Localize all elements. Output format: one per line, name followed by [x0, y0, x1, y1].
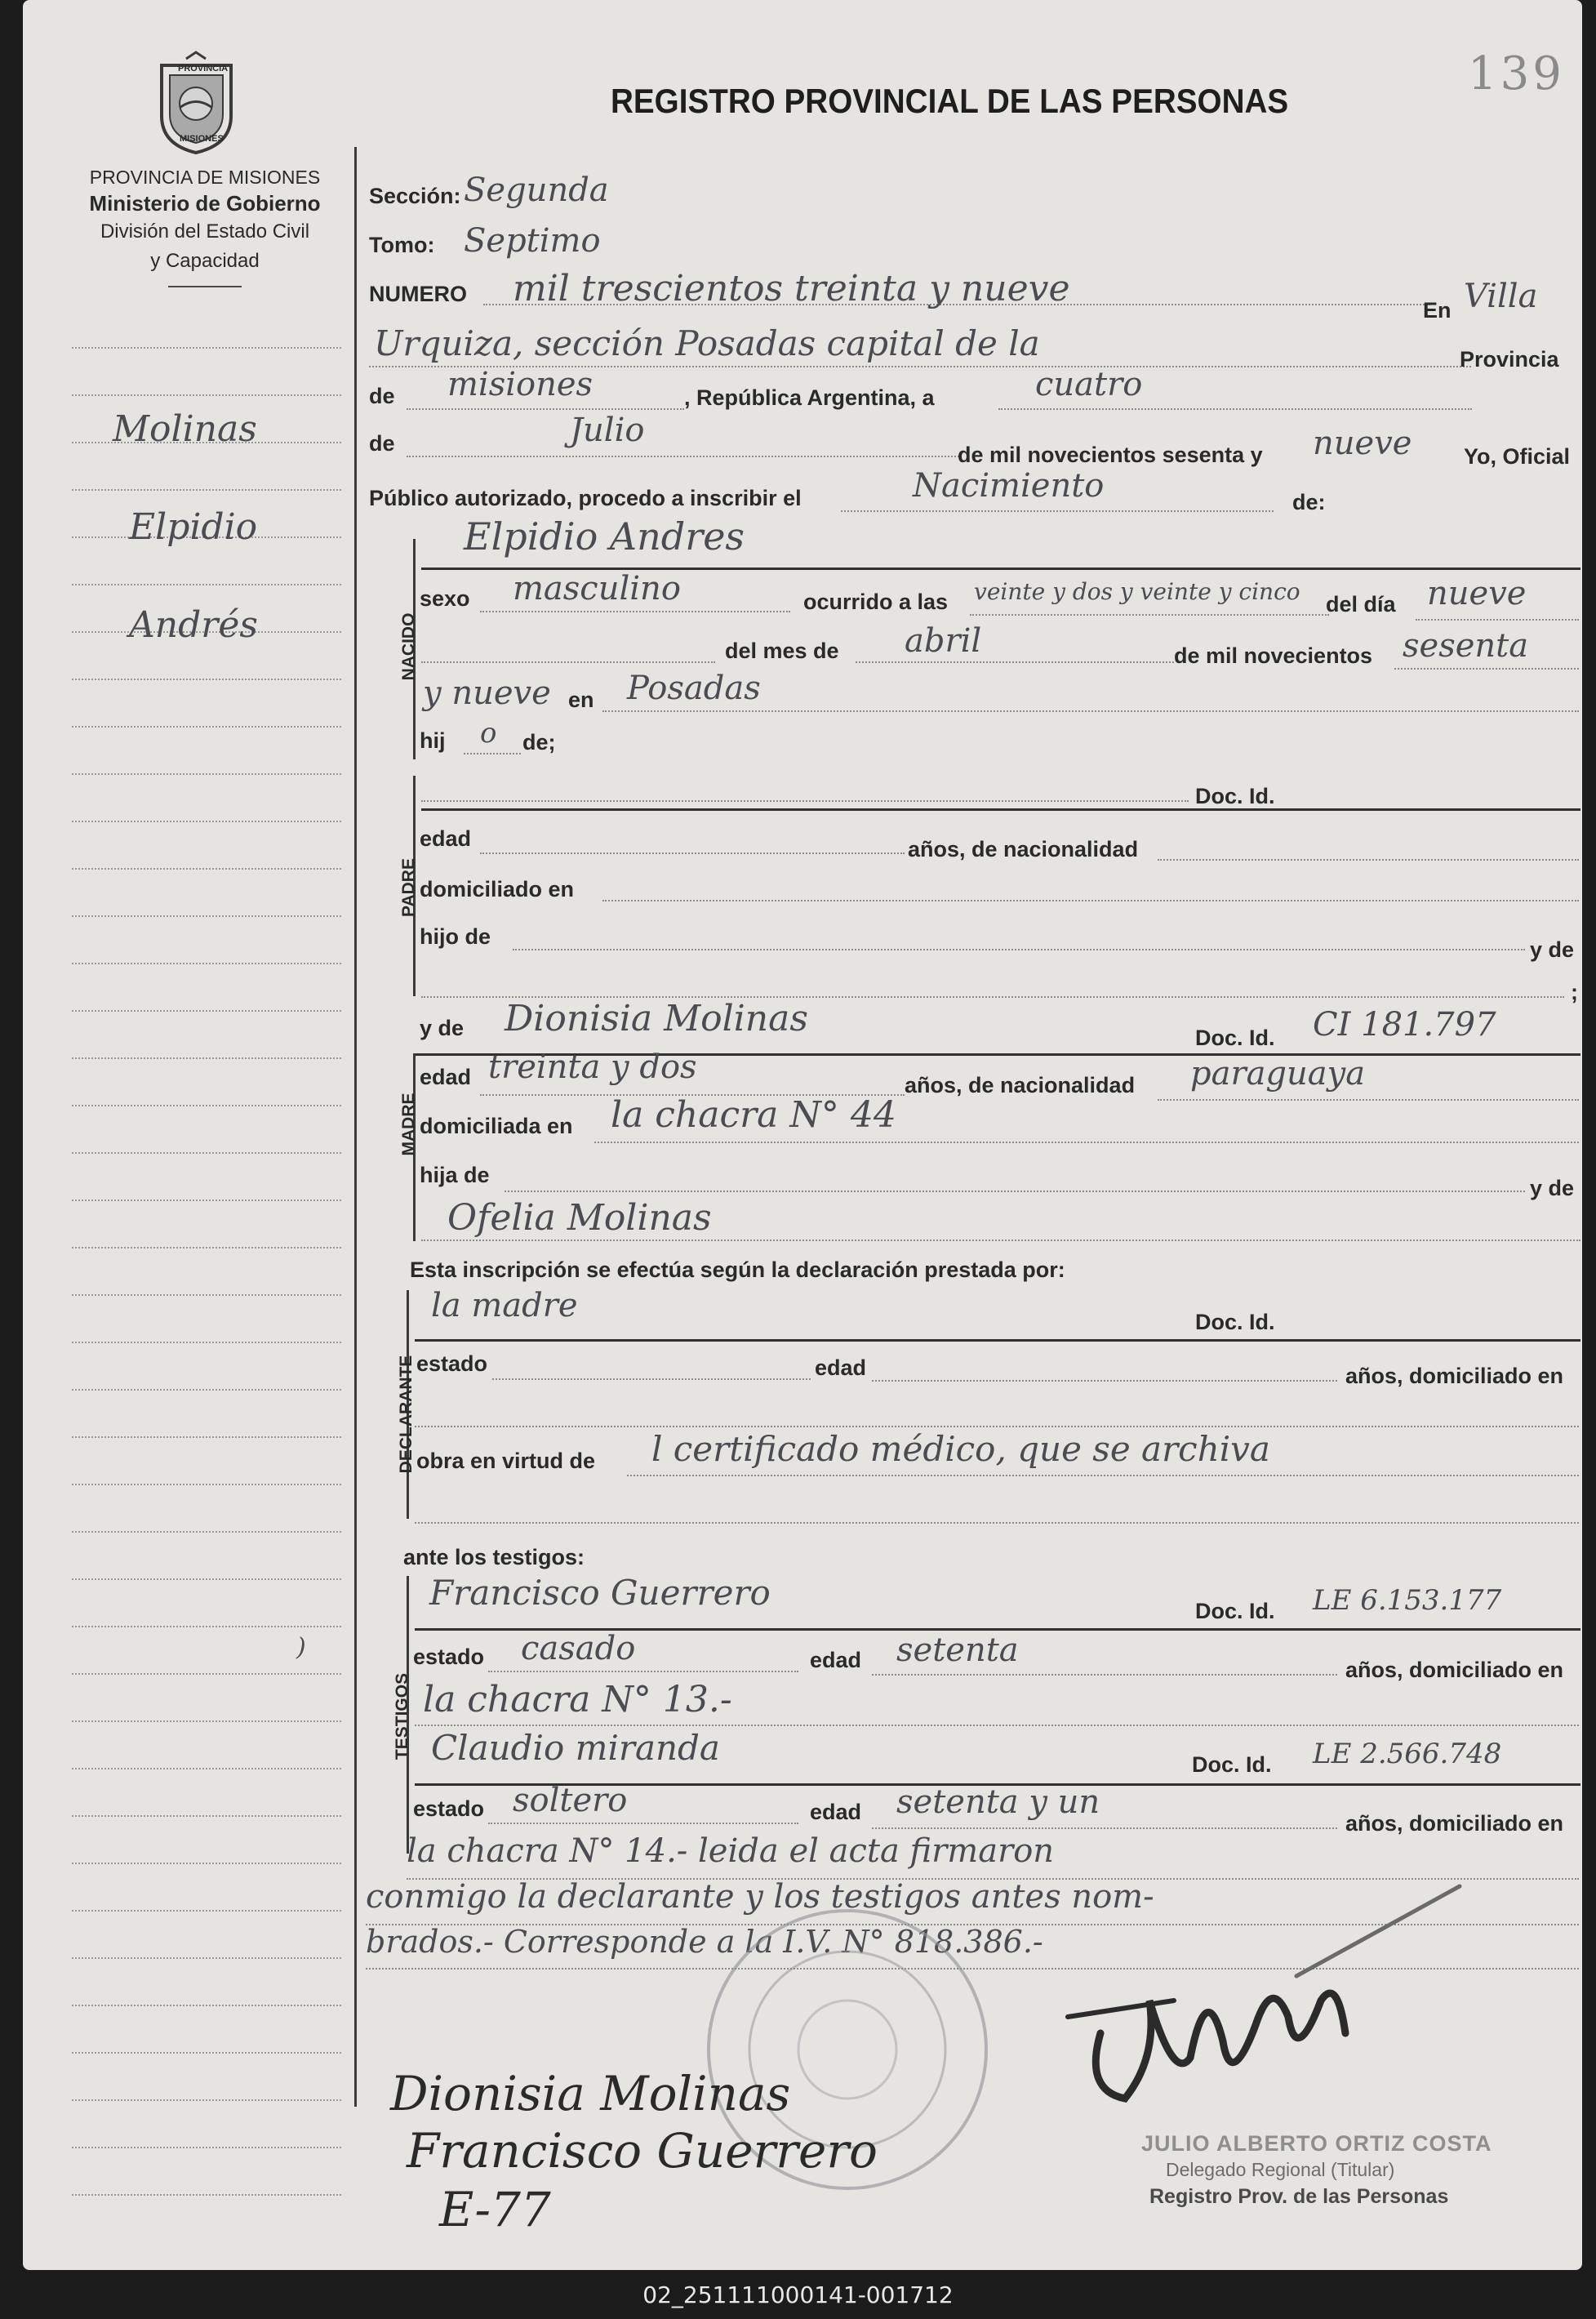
label-seccion: Sección: — [369, 184, 461, 208]
margin-note-second-name: Andrés — [129, 604, 258, 646]
label-testigo1-estado: estado — [413, 1645, 485, 1669]
label-del-mes: del mes de — [725, 639, 839, 663]
margin-ruled-line — [72, 1057, 341, 1059]
margin-ruled-line — [72, 1010, 341, 1012]
label-padre-nac: años, de nacionalidad — [908, 837, 1139, 861]
margin-ruled-line — [72, 1105, 341, 1106]
margin-ruled-line — [72, 963, 341, 964]
margin-ruled-line — [72, 2005, 341, 2006]
section-declarante-label: DECLARANTE — [397, 1355, 416, 1474]
margin-ruled-line — [72, 726, 341, 728]
emblem-text-bottom: MISIONES — [180, 134, 224, 144]
section-madre-label: MADRE — [399, 1093, 418, 1156]
label-obra: obra en virtud de — [416, 1449, 596, 1473]
margin-ruled-line — [72, 915, 341, 917]
margin-ruled-line — [72, 2147, 341, 2148]
value-testigo1-edad: setenta — [896, 1631, 1019, 1669]
value-tomo: Septimo — [464, 222, 601, 260]
label-testigo2-anos-dom: años, domiciliado en — [1345, 1811, 1564, 1836]
section-nacido-label: NACIDO — [399, 612, 418, 681]
value-hora: veinte y dos y veinte y cinco — [974, 578, 1300, 605]
margin-ruled-line — [72, 2194, 341, 2196]
label-sexo: sexo — [420, 586, 470, 611]
label-madre-hija-de: hija de — [420, 1163, 490, 1187]
margin-ruled-line — [72, 1626, 341, 1627]
issuer-rule — [168, 286, 242, 287]
margin-divider — [354, 147, 357, 2107]
value-sexo: masculino — [513, 570, 681, 608]
value-mes-nac: abril — [905, 622, 982, 660]
label-provincia: Provincia — [1460, 347, 1559, 372]
value-testigo1-nombre: Francisco Guerrero — [429, 1573, 771, 1613]
value-madre-nombre: Dionisia Molinas — [505, 998, 808, 1039]
label-padre-edad: edad — [420, 826, 472, 851]
value-dia: cuatro — [1035, 366, 1143, 403]
official-role: Delegado Regional (Titular) — [1166, 2159, 1395, 2180]
margin-ruled-line — [72, 1342, 341, 1343]
official-signature — [1051, 1878, 1476, 2139]
issuer-line-3: División del Estado Civil — [100, 220, 310, 243]
label-de-mil-nov: de mil novecientos — [1174, 643, 1373, 668]
margin-ruled-line — [72, 821, 341, 822]
label-madre-y-de: y de — [420, 1016, 465, 1040]
value-testigo2-nombre: Claudio miranda — [431, 1728, 720, 1768]
page-title: REGISTRO PROVINCIAL DE LAS PERSONAS — [611, 82, 1289, 120]
value-madre-edad: treinta y dos — [488, 1048, 697, 1086]
document-id: 02_251111000141-001712 — [642, 2281, 954, 2308]
signature-e77: E-77 — [439, 2182, 551, 2237]
margin-ruled-line — [72, 1863, 341, 1864]
signature-dionisia: Dionisia Molinas — [390, 2066, 791, 2121]
value-en-place-2: Urquiza, sección Posadas capital de la — [374, 323, 1040, 363]
official-name: JULIO ALBERTO ORTIZ COSTA — [1141, 2131, 1492, 2156]
value-seccion: Segunda — [464, 171, 609, 209]
value-obra: l certificado médico, que se archiva — [651, 1429, 1270, 1469]
section-testigos-label: TESTIGOS — [393, 1672, 411, 1760]
label-en: En — [1423, 298, 1452, 323]
value-en-place-1: Villa — [1464, 278, 1538, 315]
margin-ruled-line — [72, 679, 341, 680]
label-ante-testigos: ante los testigos: — [403, 1545, 585, 1569]
emblem-text-top: PROVINCIA — [178, 64, 229, 73]
value-madre-hija-de: Ofelia Molinas — [447, 1197, 712, 1239]
section-padre-label: PADRE — [399, 858, 418, 917]
value-testigo2-doc: LE 2.566.748 — [1313, 1738, 1502, 1770]
label-de-mes: de — [369, 431, 395, 456]
label-padre-hijo-de: hijo de — [420, 924, 491, 949]
label-declarante-edad: edad — [815, 1355, 867, 1380]
margin-ruled-line — [72, 1815, 341, 1817]
margin-note-surname: Molinas — [113, 408, 257, 450]
value-madre-dom: la chacra N° 44 — [611, 1094, 896, 1136]
value-testigo2-estado: soltero — [513, 1782, 628, 1819]
label-madre-doc: Doc. Id. — [1195, 1026, 1275, 1050]
value-testigo2-edad: setenta y un — [896, 1783, 1100, 1821]
value-anio-nac-2: y nueve — [423, 674, 551, 712]
issuer-line-4: y Capacidad — [150, 250, 260, 272]
value-cierre-1: la chacra N° 14.- leida el acta firmaron — [407, 1832, 1055, 1870]
value-dia-nac: nueve — [1427, 575, 1527, 612]
value-cierre-3: brados.- Corresponde a la I.V. N° 818.386.- — [366, 1924, 1043, 1960]
issuer-line-2: Ministerio de Gobierno — [89, 191, 321, 216]
margin-ruled-line — [72, 1200, 341, 1201]
margin-ruled-line — [72, 1578, 341, 1580]
margin-ruled-line — [72, 394, 341, 396]
margin-ruled-line — [72, 584, 341, 585]
label-madre-dom: domiciliada en — [420, 1114, 573, 1138]
issuer-line-1: PROVINCIA DE MISIONES — [89, 167, 321, 188]
label-testigo1-edad: edad — [810, 1648, 862, 1672]
province-emblem — [153, 51, 239, 157]
value-madre-nac: paraguaya — [1190, 1055, 1366, 1093]
margin-ruled-line — [72, 1152, 341, 1154]
value-testigo1-estado: casado — [521, 1630, 636, 1667]
label-de-mil: de mil novecientos sesenta y — [958, 443, 1263, 467]
label-padre-dom: domiciliado en — [420, 877, 575, 901]
label-ocurrido: ocurrido a las — [803, 590, 949, 614]
margin-ruled-line — [72, 1484, 341, 1485]
issuer-block — [54, 165, 356, 287]
value-madre-doc: CI 181.797 — [1313, 1006, 1496, 1044]
margin-note-mark: ) — [296, 1633, 306, 1662]
official-office: Registro Prov. de las Personas — [1149, 2185, 1449, 2208]
value-anio: nueve — [1313, 425, 1412, 462]
margin-ruled-line — [72, 2099, 341, 2101]
label-yo-oficial: Yo, Oficial — [1464, 444, 1571, 469]
value-testigo1-dom: la chacra N° 13.- — [423, 1679, 732, 1720]
value-hij-suffix: o — [480, 717, 497, 750]
margin-ruled-line — [72, 1673, 341, 1675]
label-declarante-estado: estado — [416, 1351, 488, 1376]
label-padre-y-de: y de — [1530, 937, 1575, 962]
label-madre-y-de-2: y de — [1530, 1176, 1575, 1200]
margin-ruled-line — [72, 868, 341, 870]
value-numero: mil trescientos treinta y nueve — [513, 268, 1070, 309]
margin-ruled-line — [72, 489, 341, 491]
label-declarante-doc: Doc. Id. — [1195, 1310, 1275, 1334]
label-de-semicolon: de; — [522, 730, 556, 754]
value-nombre: Elpidio Andres — [464, 514, 745, 559]
label-numero: NUMERO — [369, 282, 467, 306]
label-tomo: Tomo: — [369, 233, 435, 257]
label-republica: , República Argentina, a — [684, 385, 935, 410]
margin-ruled-line — [72, 1768, 341, 1769]
label-declarante-anos-dom: años, domiciliado en — [1345, 1364, 1564, 1388]
margin-ruled-line — [72, 1910, 341, 1912]
value-declarante: la madre — [431, 1287, 578, 1324]
margin-ruled-line — [72, 1531, 341, 1533]
margin-ruled-line — [72, 1957, 341, 1959]
label-hij: hij — [420, 728, 446, 753]
margin-ruled-line — [72, 347, 341, 349]
label-testigo2-doc: Doc. Id. — [1192, 1752, 1272, 1777]
margin-ruled-line — [72, 1389, 341, 1391]
margin-ruled-line — [72, 1436, 341, 1438]
label-publico: Público autorizado, procedo a inscribir el — [369, 486, 802, 510]
label-testigo1-doc: Doc. Id. — [1195, 1599, 1275, 1623]
label-de-colon: de: — [1292, 490, 1326, 514]
label-madre-edad: edad — [420, 1065, 472, 1089]
label-testigo2-edad: edad — [810, 1800, 862, 1824]
value-provincia: misiones — [447, 366, 593, 403]
signature-francisco: Francisco Guerrero — [407, 2123, 878, 2179]
label-inscripcion: Esta inscripción se efectúa según la declaración prestada por: — [410, 1257, 1065, 1282]
margin-ruled-line — [72, 1720, 341, 1722]
value-mes: Julio — [570, 412, 645, 449]
value-cierre-2: conmigo la declarante y los testigos antes nom- — [366, 1878, 1154, 1916]
label-padre-doc: Doc. Id. — [1195, 784, 1275, 808]
margin-ruled-line — [72, 1294, 341, 1296]
margin-ruled-line — [72, 2052, 341, 2054]
label-del-dia: del día — [1326, 592, 1396, 616]
margin-note-first-name: Elpidio — [129, 506, 258, 548]
label-de-prov: de — [369, 384, 395, 408]
label-padre-semicolon: ; — [1571, 980, 1578, 1004]
label-testigo1-anos-dom: años, domiciliado en — [1345, 1658, 1564, 1682]
margin-ruled-line — [72, 773, 341, 775]
value-acto: Nacimiento — [913, 467, 1105, 505]
label-en-lugar: en — [568, 688, 594, 712]
label-madre-nac: años, de nacionalidad — [905, 1073, 1136, 1097]
registry-page — [23, 0, 1582, 2270]
value-lugar-nac: Posadas — [627, 670, 761, 707]
label-testigo2-estado: estado — [413, 1796, 485, 1821]
margin-ruled-line — [72, 1247, 341, 1249]
page-number: 139 — [1468, 47, 1565, 100]
value-testigo1-doc: LE 6.153.177 — [1313, 1584, 1502, 1617]
value-anio-nac-1: sesenta — [1403, 627, 1529, 665]
